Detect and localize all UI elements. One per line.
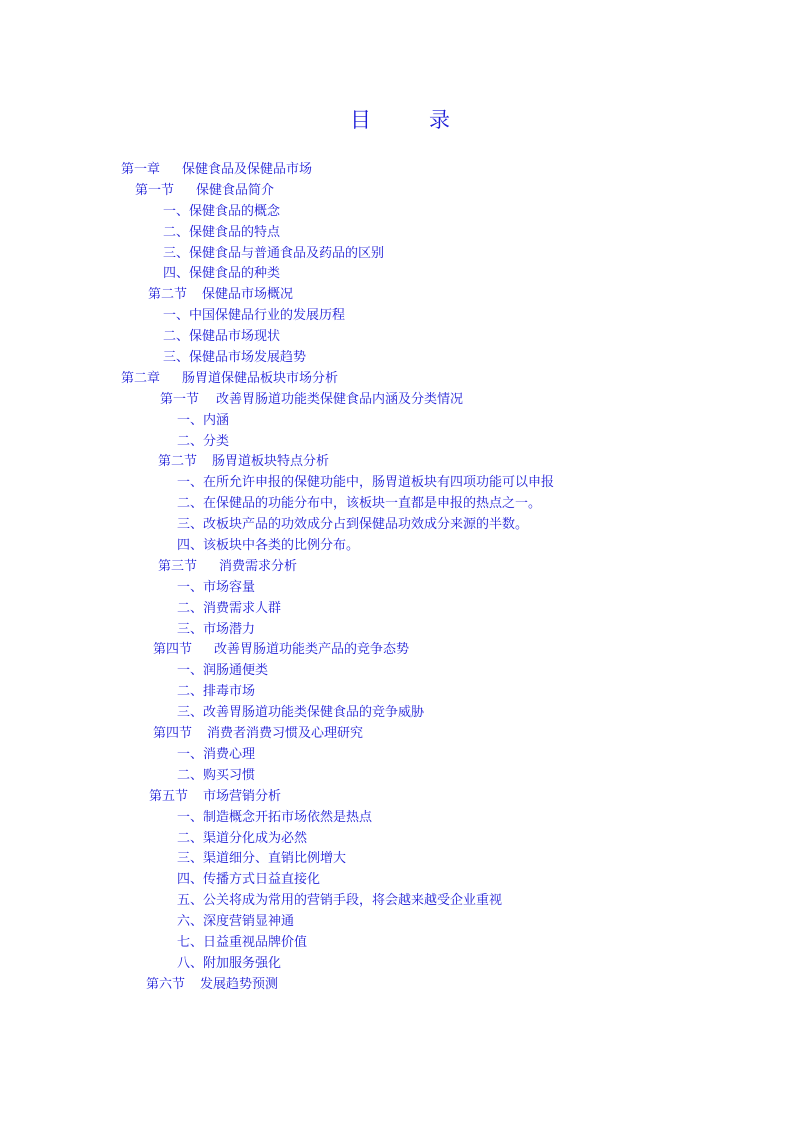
toc-entry-text: 消费者消费习惯及心理研究 bbox=[207, 726, 364, 742]
toc-entry-text: 保健品市场概况 bbox=[202, 287, 294, 303]
toc-entry[interactable] bbox=[0, 578, 800, 599]
toc-entry-text: 消费需求分析 bbox=[219, 558, 298, 574]
toc-entry-number: 二、 bbox=[177, 830, 204, 846]
toc-entry-number: 三、 bbox=[177, 705, 204, 721]
toc-entry-text: 在保健品的功能分布中，该板块一直都是申报的热点之一。 bbox=[203, 496, 542, 512]
toc-entry[interactable] bbox=[0, 494, 800, 515]
toc-entry-text: 分类 bbox=[203, 433, 230, 449]
toc-entry[interactable] bbox=[0, 682, 800, 703]
toc-entry-number: 三、 bbox=[163, 245, 190, 261]
toc-entry-number: 第二节 bbox=[148, 287, 188, 303]
toc-entry-text: 制造概念开拓市场依然是热点 bbox=[203, 809, 373, 825]
toc-entry[interactable] bbox=[0, 223, 800, 244]
toc-entry[interactable] bbox=[0, 244, 800, 265]
toc-entry-number: 四、 bbox=[177, 872, 204, 888]
toc-entry-number: 第四节 bbox=[153, 726, 193, 742]
toc-entry-number: 五、 bbox=[177, 893, 204, 909]
toc-entry-text: 保健食品简介 bbox=[196, 182, 275, 198]
toc-entry[interactable] bbox=[0, 432, 800, 453]
toc-entry-number: 二、 bbox=[163, 224, 190, 240]
toc-entry-text: 改板块产品的功效成分占到保健品功效成分来源的半数。 bbox=[203, 517, 529, 533]
toc-entry-text: 中国保健品行业的发展历程 bbox=[189, 308, 346, 324]
toc-entry-number: 第一章 bbox=[121, 162, 161, 177]
toc-list bbox=[0, 160, 800, 996]
toc-entry[interactable] bbox=[0, 181, 800, 202]
toc-entry-text: 肠胃道保健品板块市场分析 bbox=[182, 370, 339, 386]
toc-entry[interactable] bbox=[0, 661, 800, 682]
toc-entry-number: 第二章 bbox=[121, 370, 161, 386]
toc-entry-number: 一、 bbox=[177, 579, 204, 595]
toc-entry-number: 一、 bbox=[177, 809, 204, 825]
toc-title-char-1: 目 bbox=[350, 108, 371, 132]
toc-entry[interactable] bbox=[0, 640, 800, 661]
toc-entry[interactable] bbox=[0, 829, 800, 850]
toc-entry[interactable] bbox=[0, 452, 800, 473]
toc-entry-number: 三、 bbox=[177, 851, 204, 867]
toc-entry-text: 渠道细分、直销比例增大 bbox=[203, 851, 347, 867]
toc-entry-text: 渠道分化成为必然 bbox=[203, 830, 308, 846]
toc-entry-number: 一、 bbox=[177, 663, 204, 679]
toc-entry-text: 保健食品的概念 bbox=[189, 203, 281, 219]
toc-entry-text: 保健食品及保健品市场 bbox=[182, 162, 313, 177]
toc-entry[interactable] bbox=[0, 724, 800, 745]
toc-entry-text: 保健食品与普通食品及药品的区别 bbox=[189, 245, 385, 261]
toc-entry[interactable] bbox=[0, 348, 800, 369]
toc-entry-number: 七、 bbox=[177, 934, 204, 950]
toc-entry-number: 第六节 bbox=[146, 976, 186, 992]
toc-entry[interactable] bbox=[0, 620, 800, 641]
toc-entry-text: 改善胃肠道功能类产品的竞争态势 bbox=[214, 642, 410, 658]
toc-entry-text: 润肠通便类 bbox=[203, 663, 269, 679]
toc-entry-text: 改善胃肠道功能类保健食品的竞争威胁 bbox=[203, 705, 425, 721]
toc-entry-text: 市场潜力 bbox=[203, 621, 256, 637]
toc-entry[interactable] bbox=[0, 557, 800, 578]
toc-entry[interactable] bbox=[0, 160, 800, 181]
toc-entry-number: 第三节 bbox=[158, 558, 198, 574]
toc-entry-text: 改善胃肠道功能类保健食品内涵及分类情况 bbox=[216, 391, 464, 407]
toc-entry-number: 二、 bbox=[177, 433, 204, 449]
toc-entry-text: 购买习惯 bbox=[203, 767, 256, 783]
toc-entry[interactable] bbox=[0, 369, 800, 390]
toc-entry-number: 四、 bbox=[163, 266, 190, 282]
toc-entry-text: 市场营销分析 bbox=[203, 788, 282, 804]
toc-entry[interactable] bbox=[0, 515, 800, 536]
toc-entry-number: 二、 bbox=[177, 600, 204, 616]
toc-entry-text: 深度营销显神通 bbox=[203, 914, 295, 930]
toc-entry-text: 发展趋势预测 bbox=[200, 976, 279, 992]
toc-title-char-2: 录 bbox=[429, 108, 450, 132]
toc-entry-number: 一、 bbox=[163, 203, 190, 219]
toc-entry-number: 二、 bbox=[163, 329, 190, 345]
toc-entry-text: 内涵 bbox=[203, 412, 230, 428]
toc-entry-number: 一、 bbox=[163, 308, 190, 324]
toc-entry[interactable] bbox=[0, 870, 800, 891]
toc-entry-text: 日益重视品牌价值 bbox=[203, 934, 308, 950]
toc-entry-text: 传播方式日益直接化 bbox=[203, 872, 321, 888]
toc-entry-text: 保健食品的种类 bbox=[189, 266, 281, 282]
toc-entry[interactable] bbox=[0, 849, 800, 870]
toc-entry[interactable] bbox=[0, 933, 800, 954]
toc-entry-number: 三、 bbox=[163, 350, 190, 366]
toc-entry-number: 第二节 bbox=[158, 454, 198, 470]
toc-title bbox=[0, 104, 800, 134]
toc-entry-number: 第五节 bbox=[149, 788, 189, 804]
toc-entry-text: 肠胃道板块特点分析 bbox=[212, 454, 330, 470]
toc-entry[interactable] bbox=[0, 327, 800, 348]
toc-entry-text: 排毒市场 bbox=[203, 684, 256, 700]
toc-entry-text: 该板块中各类的比例分布。 bbox=[203, 538, 360, 554]
toc-entry[interactable] bbox=[0, 306, 800, 327]
toc-entry-text: 保健品市场现状 bbox=[189, 329, 281, 345]
toc-entry-number: 二、 bbox=[177, 684, 204, 700]
toc-entry-text: 公关将成为常用的营销手段，将会越来越受企业重视 bbox=[203, 893, 503, 909]
toc-entry-number: 六、 bbox=[177, 914, 204, 930]
toc-entry-number: 三、 bbox=[177, 517, 204, 533]
toc-entry[interactable] bbox=[0, 264, 800, 285]
toc-entry-number: 第一节 bbox=[160, 391, 200, 407]
toc-entry-text: 消费需求人群 bbox=[203, 600, 282, 616]
toc-entry-number: 一、 bbox=[177, 412, 204, 428]
toc-entry[interactable] bbox=[0, 536, 800, 557]
toc-entry[interactable] bbox=[0, 285, 800, 306]
toc-entry[interactable] bbox=[0, 912, 800, 933]
toc-entry[interactable] bbox=[0, 473, 800, 494]
toc-entry[interactable] bbox=[0, 745, 800, 766]
toc-entry-number: 第四节 bbox=[153, 642, 193, 658]
toc-entry-text: 市场容量 bbox=[203, 579, 256, 595]
toc-entry-number: 二、 bbox=[177, 496, 204, 512]
toc-entry-number: 三、 bbox=[177, 621, 204, 637]
toc-entry-number: 第一节 bbox=[135, 182, 175, 198]
toc-entry-number: 一、 bbox=[177, 475, 204, 491]
toc-entry[interactable] bbox=[0, 411, 800, 432]
toc-entry-text: 保健食品的特点 bbox=[189, 224, 281, 240]
toc-entry-number: 一、 bbox=[177, 746, 204, 762]
toc-entry-number: 二、 bbox=[177, 767, 204, 783]
toc-entry[interactable] bbox=[0, 975, 800, 996]
toc-entry[interactable] bbox=[0, 599, 800, 620]
toc-entry[interactable] bbox=[0, 891, 800, 912]
toc-entry[interactable] bbox=[0, 954, 800, 975]
toc-entry-number: 四、 bbox=[177, 538, 204, 554]
toc-entry[interactable] bbox=[0, 390, 800, 411]
toc-entry[interactable] bbox=[0, 202, 800, 223]
toc-entry[interactable] bbox=[0, 703, 800, 724]
toc-entry-text: 保健品市场发展趋势 bbox=[189, 350, 307, 366]
toc-entry-text: 消费心理 bbox=[203, 746, 256, 762]
toc-entry-text: 在所允许申报的保健功能中，肠胃道板块有四项功能可以申报 bbox=[203, 475, 555, 491]
toc-entry[interactable] bbox=[0, 808, 800, 829]
toc-entry-text: 附加服务强化 bbox=[203, 955, 282, 971]
toc-entry[interactable] bbox=[0, 766, 800, 787]
toc-entry[interactable] bbox=[0, 787, 800, 808]
toc-entry-number: 八、 bbox=[177, 955, 204, 971]
